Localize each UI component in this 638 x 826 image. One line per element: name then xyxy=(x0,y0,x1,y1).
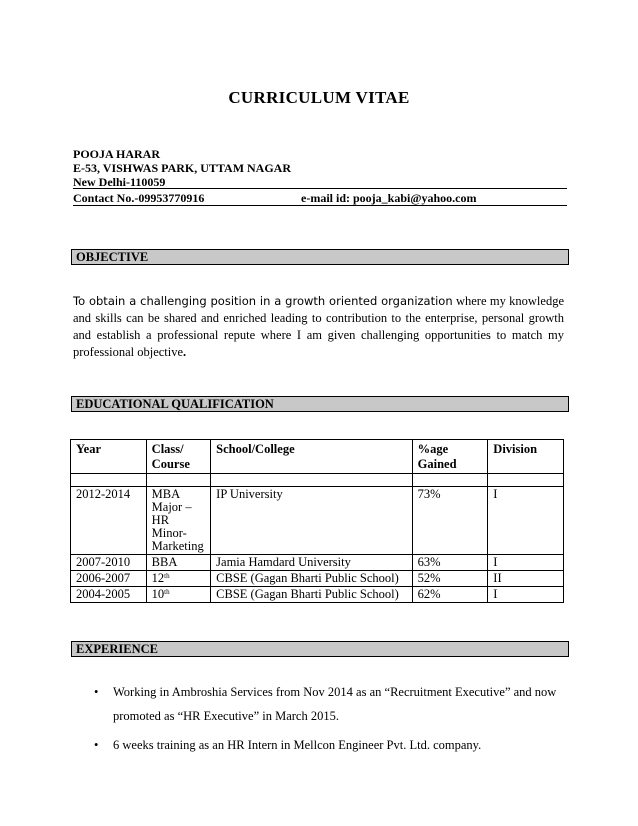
table-row xyxy=(71,555,564,571)
cell-year: 2006-2007 xyxy=(71,571,147,587)
course-number: 10 xyxy=(151,587,165,601)
experience-list xyxy=(94,680,564,757)
cell-year: 2004-2005 xyxy=(71,587,147,603)
cell-division: I xyxy=(488,555,564,571)
objective-body: where my knowledge and skills can be shared and enriched leading to contribution to the enterprise, personal growth and establish a professional repute where I am given challenging opportunities to match my professional objective xyxy=(73,294,565,359)
cell-percentage: 73% xyxy=(412,487,488,555)
address-line-1: E-53, VISHWAS PARK, UTTAM NAGAR xyxy=(73,161,292,175)
cell-school: CBSE (Gagan Bharti Public School) xyxy=(211,587,412,603)
section-heading-objective: OBJECTIVE xyxy=(71,249,569,265)
email-address: e-mail id: pooja_kabi@yahoo.com xyxy=(301,191,477,205)
cell-percentage: 52% xyxy=(412,571,488,587)
candidate-name: POOJA HARAR xyxy=(73,147,160,161)
bullet-icon: • xyxy=(94,738,99,752)
experience-text: Working in Ambroshia Services from Nov 2014 as an “Recruitment Executive” and now promoted as “HR Executive” in March 2015. xyxy=(113,685,557,723)
experience-text: 6 weeks training as an HR Intern in Mellcon Engineer Pvt. Ltd. company. xyxy=(113,738,482,752)
table-row xyxy=(71,571,564,587)
education-table xyxy=(70,439,564,603)
cell-school: CBSE (Gagan Bharti Public School) xyxy=(211,571,412,587)
objective-lead: To obtain a challenging position in a growth oriented organization xyxy=(73,294,453,308)
section-heading-education: EDUCATIONAL QUALIFICATION xyxy=(71,396,569,412)
contact-row xyxy=(73,191,567,206)
course-number: 12 xyxy=(151,571,165,585)
cell-year: 2007-2010 xyxy=(71,555,147,571)
column-header-percentage: %age Gained xyxy=(412,440,488,474)
column-header-year: Year xyxy=(71,440,147,474)
cell-course xyxy=(146,587,210,603)
address-line-2: New Delhi-110059 xyxy=(73,175,166,189)
table-row xyxy=(71,487,564,555)
column-header-course: Class/ Course xyxy=(146,440,210,474)
objective-end: . xyxy=(183,345,187,359)
cell-school: Jamia Hamdard University xyxy=(211,555,412,571)
page-title: CURRICULUM VITAE xyxy=(228,88,410,107)
cell-percentage: 62% xyxy=(412,587,488,603)
column-header-school: School/College xyxy=(211,440,412,474)
cell-course: BBA xyxy=(146,555,210,571)
cell-year: 2012-2014 xyxy=(71,487,147,555)
header-divider-bottom xyxy=(73,205,567,206)
cell-division: II xyxy=(488,571,564,587)
table-header-row xyxy=(71,440,564,474)
list-item xyxy=(94,733,564,757)
cell-division: I xyxy=(488,487,564,555)
contact-number: Contact No.-09953770916 xyxy=(73,191,205,205)
cell-school: IP University xyxy=(211,487,412,555)
header-divider-top xyxy=(73,188,567,189)
table-row xyxy=(71,587,564,603)
objective-text xyxy=(73,293,564,361)
table-spacer-row xyxy=(71,474,564,487)
course-ordinal: th xyxy=(164,572,170,580)
column-header-division: Division xyxy=(488,440,564,474)
cell-percentage: 63% xyxy=(412,555,488,571)
cell-course: MBA Major – HR Minor- Marketing xyxy=(146,487,210,555)
section-heading-experience: EXPERIENCE xyxy=(71,641,569,657)
cell-course xyxy=(146,571,210,587)
course-ordinal: th xyxy=(164,588,170,596)
cell-division: I xyxy=(488,587,564,603)
bullet-icon: • xyxy=(94,685,99,699)
list-item xyxy=(94,680,564,728)
